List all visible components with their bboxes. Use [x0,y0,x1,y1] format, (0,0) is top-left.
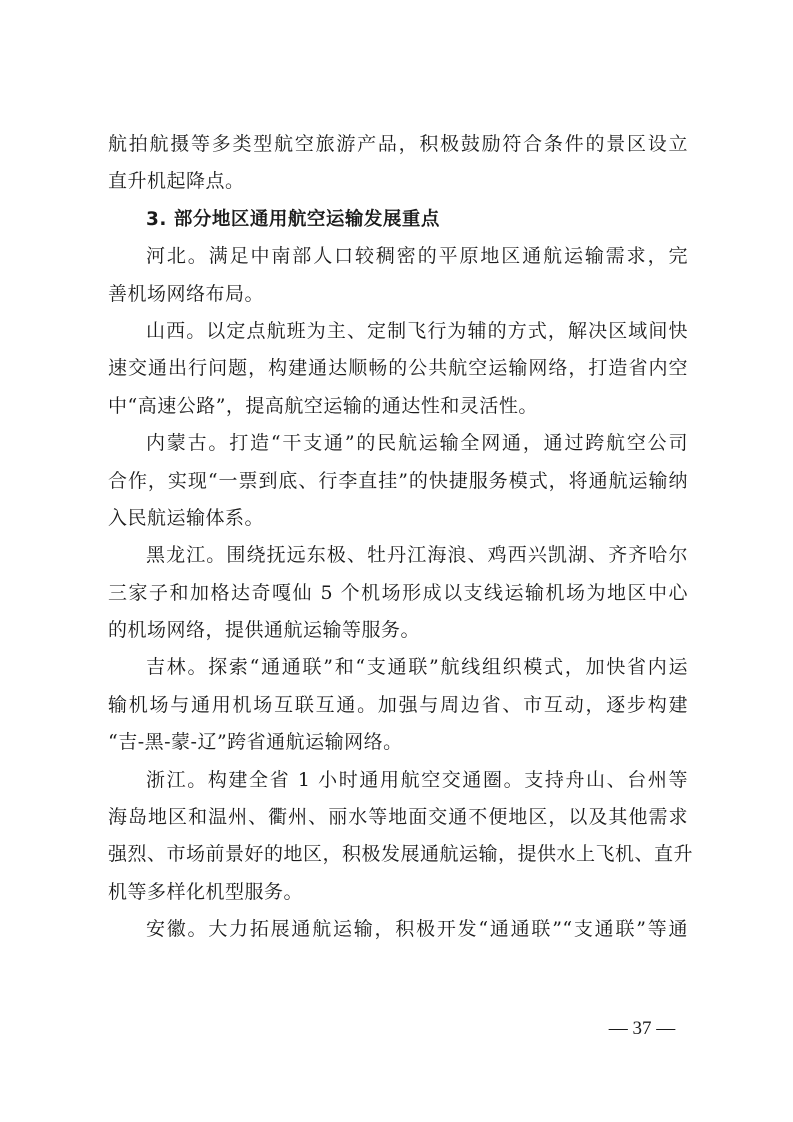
text-line: 入民航运输体系。 [108,506,265,529]
page-number: — 37 — [608,1018,676,1039]
text-line: 安徽。大力拓展通航运输，积极开发“通通联”“支通联”等通 [146,918,688,941]
text-line: 速交通出行问题，构建通达顺畅的公共航空运输网络，打造省内空 [108,357,688,380]
text-line: 浙江。构建全省 1 小时通用航空交通圈。支持舟山、台州等 [146,768,688,791]
section-heading: 3. 部分地区通用航空运输发展重点 [146,208,440,230]
text-line: 吉林。探索“通通联”和“支通联”航线组织模式，加快省内运 [146,656,688,679]
text-line: 山西。以定点航班为主、定制飞行为辅的方式，解决区域间快 [146,319,688,342]
text-line: 黑龙江。围绕抚远东极、牡丹江海浪、鸡西兴凯湖、齐齐哈尔 [146,544,688,567]
text-line: 海岛地区和温州、衢州、丽水等地面交通不便地区，以及其他需求 [108,806,688,829]
text-line: 内蒙古。打造“干支通”的民航运输全网通，通过跨航空公司 [146,432,688,455]
text-line: 河北。满足中南部人口较稠密的平原地区通航运输需求，完 [146,245,688,268]
text-line: 输机场与通用机场互联互通。加强与周边省、市互动，逐步构建 [108,693,688,716]
text-line: 直升机起降点。 [108,170,245,193]
text-line: 强烈、市场前景好的地区，积极发展通航运输，提供水上飞机、直升 [108,843,694,866]
text-line: “吉-黑-蒙-辽”跨省通航运输网络。 [108,731,403,754]
document-body [108,126,694,949]
text-line: 航拍航摄等多类型航空旅游产品，积极鼓励符合条件的景区设立 [108,133,688,155]
text-line: 善机场网络布局。 [108,282,265,305]
text-line: 中“高速公路”，提高航空运输的通达性和灵活性。 [108,394,538,417]
text-line: 机等多样化机型服务。 [108,880,304,903]
text-line: 合作，实现“一票到底、行李直挂”的快捷服务模式，将通航运输纳 [108,469,688,492]
text-line: 的机场网络，提供通航运输等服务。 [108,619,421,642]
text-line: 三家子和加格达奇嘎仙 5 个机场形成以支线运输机场为地区中心 [108,581,688,604]
